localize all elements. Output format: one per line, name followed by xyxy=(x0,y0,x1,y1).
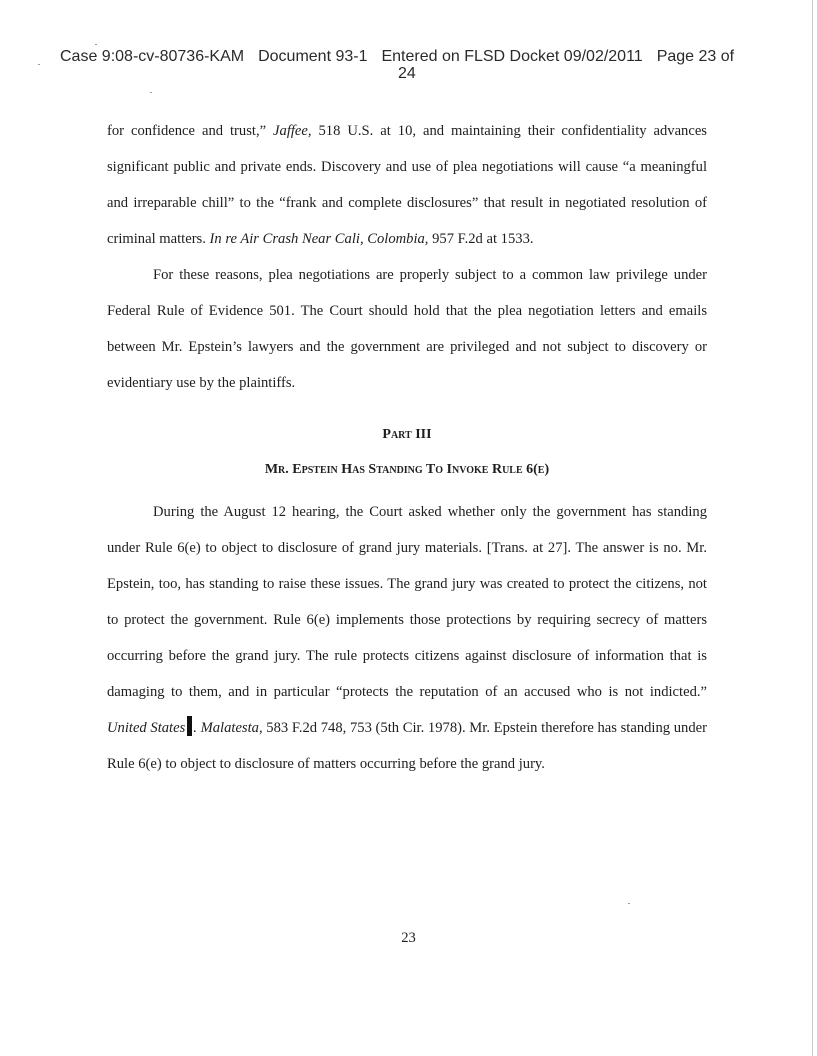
case-citation: . Malatesta xyxy=(193,720,259,736)
docket-entry: Entered on FLSD Docket 09/02/2011 xyxy=(381,48,643,65)
case-citation: In re Air Crash Near Cali, Colombia, xyxy=(209,231,429,247)
case-number: Case 9:08-cv-80736-KAM xyxy=(60,48,245,65)
paragraph-text: For these reasons, plea negotiations are properly subject to a common law privilege under Federal Rule of Evidence 501. The Court should hold that the plea negotiation letters and emails between Mr. Epstein’s lawyers and the government are privileged and not subject to discovery or evidentiary use by the plaintiffs. xyxy=(107,267,707,391)
text-run: 957 F.2d at 1533. xyxy=(428,231,534,247)
page-of: Page 23 of xyxy=(656,48,735,65)
document-number: Document 93-1 xyxy=(258,48,368,65)
total-pages: 24 xyxy=(398,65,416,82)
page-number: 23 xyxy=(401,930,416,946)
case-header xyxy=(60,48,760,82)
scan-speck xyxy=(38,64,40,65)
paragraph-2 xyxy=(107,257,707,401)
text-run: for confidence and trust,” xyxy=(107,123,274,139)
part-heading: Part III xyxy=(382,427,432,442)
paragraph-1 xyxy=(107,113,707,257)
text-run: , 583 F.2d 748, 753 (5th Cir. 1978). Mr. Epstein therefore has standing under Rule 6(e) to object to disclosure of matters occurring before the grand jury. xyxy=(107,720,707,772)
case-citation: Jaffee, xyxy=(273,123,312,139)
scan-speck xyxy=(95,44,97,45)
scan-speck xyxy=(150,92,152,93)
paragraph-3 xyxy=(107,494,707,782)
scan-speck xyxy=(628,903,630,904)
text-run: 518 U.S. at 10, and maintaining their confidentiality advances significant public and private ends. Discovery and use of plea negotiations will cause “a meaningful and irreparable chill” to the “frank and complete disclosures” that result in negotiated resolution of criminal matters. xyxy=(107,123,707,247)
case-citation: United States xyxy=(107,720,186,736)
section-heading: Mr. Epstein Has Standing To Invoke Rule 6(e) xyxy=(264,462,550,477)
text-run: During the August 12 hearing, the Court asked whether only the government has standing under Rule 6(e) to object to disclosure of grand jury materials. [Trans. at 27]. The answer is no. Mr. Epstein, too, has standing to raise these issues. The grand jury was created to protect the citizens, not to protect the government. Rule 6(e) implements those protections by requiring secrecy of matters occurring before the grand jury. The rule protects citizens against disclosure of information that is damaging to them, and in particular “protects the reputation of an accused who is not indicted.” xyxy=(107,504,707,700)
scan-edge xyxy=(812,0,813,1056)
redaction-mark xyxy=(187,716,192,736)
